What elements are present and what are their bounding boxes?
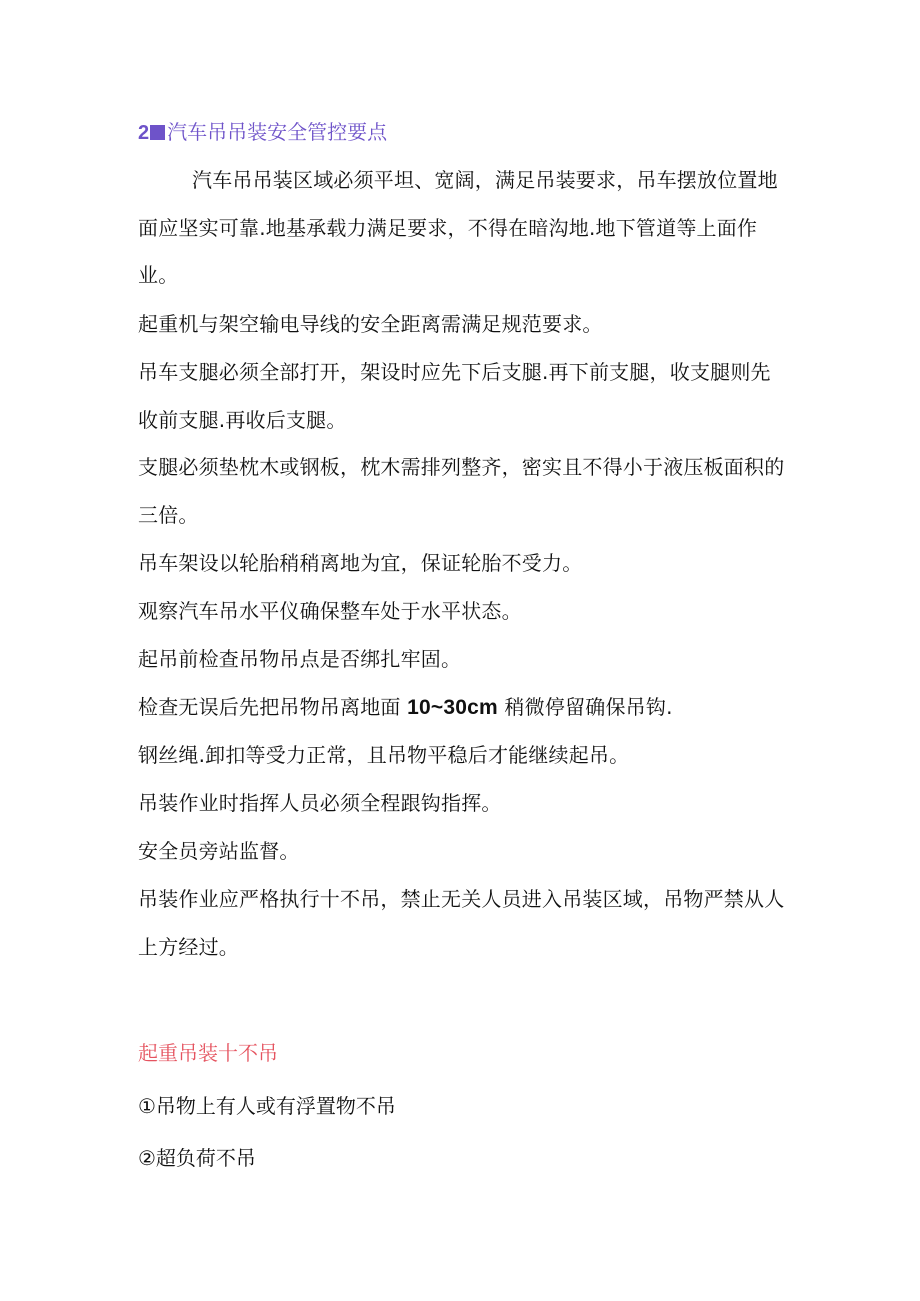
test-lift-height: 10~30cm: [407, 696, 498, 719]
paragraph-signaler: 吊装作业时指挥人员必须全程跟钩指挥。: [138, 791, 502, 815]
paragraph-outriggers: 吊车支腿必须全部打开，架设时应先下后支腿.再下前支腿，收支腿则先收前支腿.再收后支腿。: [138, 360, 771, 432]
square-bullet-icon: [150, 125, 165, 140]
paragraph-level: 观察汽车吊水平仪确保整车处于水平状态。: [138, 599, 522, 623]
section-heading: [138, 116, 387, 149]
paragraph-tires: 吊车架设以轮胎稍稍离地为宜，保证轮胎不受力。: [138, 551, 583, 575]
paragraph-ten-no-lift: 吊装作业应严格执行十不吊，禁止无关人员进入吊装区域，吊物严禁从人上方经过。: [138, 887, 785, 959]
paragraph-sleepers: 支腿必须垫枕木或钢板，枕木需排列整齐，密实且不得小于液压板面积的三倍。: [138, 455, 785, 527]
paragraph-site-requirements: 汽车吊吊装区域必须平坦、宽阔，满足吊装要求，吊车摆放位置地面应坚实可靠.地基承载力满足要求，不得在暗沟地.地下管道等上面作业。: [138, 168, 778, 287]
list-item: ①吊物上有人或有浮置物不吊: [138, 1094, 396, 1118]
paragraph-wire-rope: 钢丝绳.卸扣等受力正常，且吊物平稳后才能继续起吊。: [138, 743, 630, 767]
list-item: ②超负荷不吊: [138, 1146, 256, 1170]
heading-text: 汽车吊吊装安全管控要点: [167, 120, 388, 144]
section-title-ten-no-lift: 起重吊装十不吊: [138, 1041, 278, 1065]
paragraph-safety-officer: 安全员旁站监督。: [138, 839, 300, 863]
paragraph-lifting-points: 起吊前检查吊物吊点是否绑扎牢固。: [138, 647, 462, 671]
heading-number: 2: [138, 122, 150, 144]
test-lift-text-post: 稍微停留确保吊钩.: [497, 695, 673, 719]
paragraph-power-line-distance: 起重机与架空输电导线的安全距离需满足规范要求。: [138, 312, 603, 336]
paragraph-test-lift: [138, 684, 788, 732]
test-lift-text-pre: 检查无误后先把吊物吊离地面: [138, 695, 408, 719]
